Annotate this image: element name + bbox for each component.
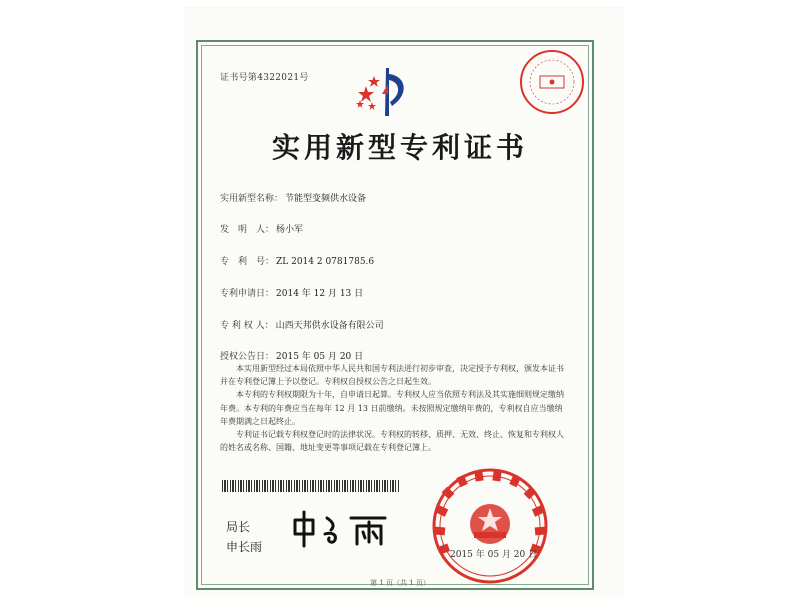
certificate-title: 实用新型专利证书: [271, 131, 528, 164]
field-value: 2014 年 12 月 13 日: [276, 289, 364, 299]
certificate-number: 证书号第4322021号: [220, 73, 309, 83]
field-label: 专 利 号：: [220, 257, 275, 267]
patent-office-logo-icon: [352, 64, 416, 120]
field-label: 专利申请日：: [220, 289, 275, 299]
page-number: 第 1 页（共 1 页）: [370, 579, 430, 587]
field-grant-date: [220, 349, 363, 362]
director-title: 局长: [226, 520, 251, 534]
field-label: 发 明 人：: [220, 225, 275, 235]
field-application-date: [220, 286, 363, 299]
director-signature-icon: [285, 508, 395, 550]
certificate-body: [220, 362, 570, 454]
body-paragraph: 本实用新型经过本局依照中华人民共和国专利法进行初步审查，决定授予专利权，颁发本证书并在专利登记簿上予以登记。专利权自授权公告之日起生效。: [220, 364, 564, 387]
field-patentee: [220, 318, 384, 331]
field-value: ZL 2014 2 0781785.6: [276, 257, 375, 267]
field-value: 杨小军: [276, 225, 304, 235]
field-utility-model-name: [220, 191, 366, 204]
seal-date: 2015 年 05 月 20 日: [450, 550, 538, 560]
field-inventor: [220, 222, 303, 235]
barcode-icon: [222, 480, 400, 492]
field-label: 专 利 权 人：: [220, 321, 274, 331]
field-label: 授权公告日：: [220, 352, 275, 362]
field-label: 实用新型名称：: [220, 194, 284, 204]
national-ip-office-seal-icon: [430, 466, 550, 586]
body-paragraph: 专利证书记载专利权登记时的法律状况。专利权的转移、质押、无效、终止、恢复和专利权人的姓名或名称、国籍、地址变更等事项记载在专利登记簿上。: [220, 430, 564, 453]
special-seal-stamp-icon: [518, 48, 586, 116]
field-value: 节能型变频供水设备: [285, 194, 367, 204]
director-name: 申长雨: [226, 540, 263, 554]
field-value: 山西天邦供水设备有限公司: [275, 321, 384, 331]
field-value: 2015 年 05 月 20 日: [276, 352, 364, 362]
body-paragraph: 本专利的专利权期限为十年，自申请日起算。专利权人应当依照专利法及其实施细则规定缴纳年费。本专利的年费应当在每年 12 月 13 日前缴纳。未按照规定缴纳年费的，专利权自应当缴纳年费期满之日起终止。: [220, 390, 564, 426]
field-patent-number: [220, 254, 374, 267]
